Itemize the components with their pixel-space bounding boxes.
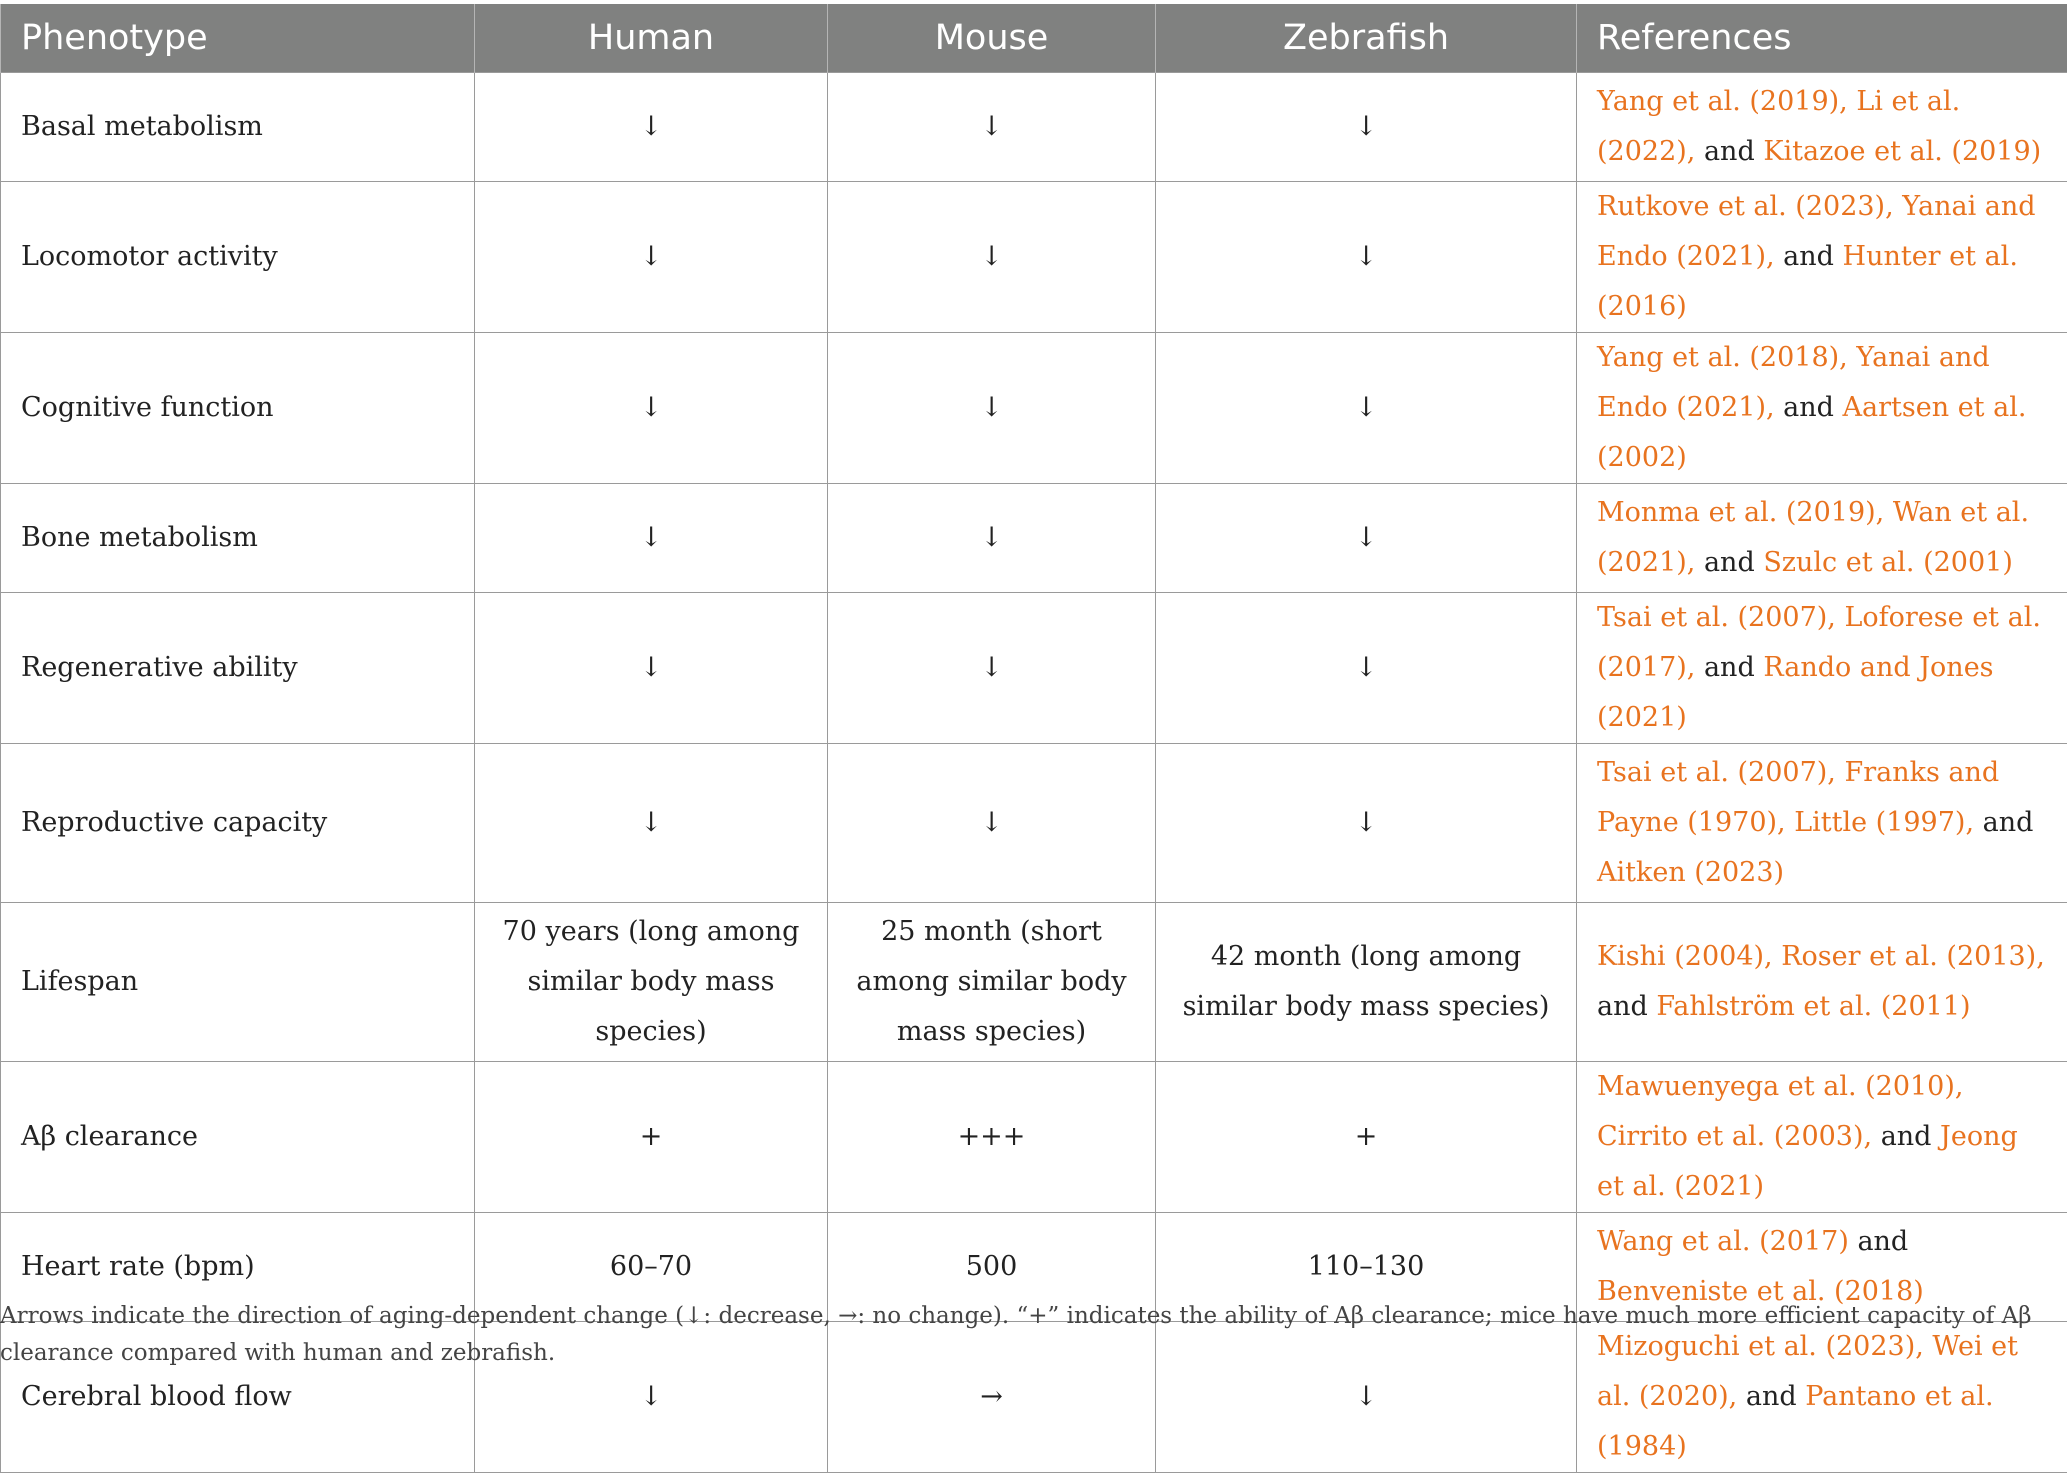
table-row — [1, 484, 2067, 593]
mouse-cell: 500 — [828, 1213, 1156, 1322]
header-row — [1, 4, 2067, 73]
reference-connector: and — [1597, 991, 1656, 1022]
human-cell: 70 years (long among similar body mass species) — [475, 903, 828, 1062]
reference-connector: and — [1974, 807, 2033, 838]
reference-link[interactable]: Aartsen et al. (2002) — [1597, 392, 2026, 473]
reference-connector: and — [1849, 1226, 1908, 1257]
zebrafish-cell: 110–130 — [1156, 1213, 1577, 1322]
zebrafish-cell: ↓ — [1156, 182, 1577, 333]
human-cell: ↓ — [475, 73, 828, 182]
zebrafish-cell: ↓ — [1156, 73, 1577, 182]
table-row — [1, 182, 2067, 333]
mouse-cell: → — [828, 1322, 1156, 1473]
reference-link[interactable]: Mizoguchi et al. (2023), Wei et al. (2020), — [1597, 1331, 2018, 1412]
phenotype-cell: Regenerative ability — [1, 593, 475, 744]
phenotype-cell: Bone metabolism — [1, 484, 475, 593]
reference-link[interactable]: Tsai et al. (2007), Loforese et al. (2017), — [1597, 602, 2041, 683]
header-zebrafish: Zebrafish — [1156, 4, 1577, 73]
reference-link[interactable]: Rutkove et al. (2023), Yanai and Endo (2021), — [1597, 191, 2036, 272]
zebrafish-cell: ↓ — [1156, 1322, 1577, 1473]
table-row — [1, 593, 2067, 744]
references-cell — [1577, 903, 2067, 1062]
references-cell — [1577, 484, 2067, 593]
phenotype-cell: Reproductive capacity — [1, 744, 475, 903]
header-mouse: Mouse — [828, 4, 1156, 73]
mouse-cell: ↓ — [828, 484, 1156, 593]
references-cell — [1577, 593, 2067, 744]
human-cell: ↓ — [475, 593, 828, 744]
reference-link[interactable]: Yang et al. (2018), Yanai and Endo (2021), — [1597, 342, 1990, 423]
reference-connector: and — [1695, 652, 1763, 683]
phenotype-cell: Locomotor activity — [1, 182, 475, 333]
human-cell: ↓ — [475, 744, 828, 903]
header-phenotype: Phenotype — [1, 4, 475, 73]
phenotype-table-container — [0, 4, 2067, 1473]
human-cell: ↓ — [475, 484, 828, 593]
phenotype-cell: Cerebral blood flow — [1, 1322, 475, 1473]
zebrafish-cell: ↓ — [1156, 744, 1577, 903]
reference-link[interactable]: Benveniste et al. (2018) — [1597, 1276, 1924, 1307]
reference-connector: and — [1695, 547, 1763, 578]
references-cell — [1577, 182, 2067, 333]
references-cell — [1577, 1062, 2067, 1213]
table-row — [1, 1062, 2067, 1213]
header-references: References — [1577, 4, 2067, 73]
reference-link[interactable]: Kitazoe et al. (2019) — [1763, 136, 2041, 167]
reference-link[interactable]: Tsai et al. (2007), Franks and Payne (1970), Little (1997), — [1597, 757, 1999, 838]
table-row — [1, 73, 2067, 182]
reference-link[interactable]: Jeong et al. (2021) — [1597, 1121, 2018, 1202]
reference-link[interactable]: Monma et al. (2019), Wan et al. (2021), — [1597, 497, 2029, 578]
reference-link[interactable]: Wang et al. (2017) — [1597, 1226, 1849, 1257]
phenotype-cell: Heart rate (bpm) — [1, 1213, 475, 1322]
reference-connector: and — [1737, 1381, 1805, 1412]
reference-link[interactable]: Pantano et al. (1984) — [1597, 1381, 1994, 1462]
table-row — [1, 903, 2067, 1062]
phenotype-table — [0, 4, 2067, 1473]
mouse-cell: +++ — [828, 1062, 1156, 1213]
reference-link[interactable]: Kishi (2004), Roser et al. (2013), — [1597, 941, 2045, 972]
reference-link[interactable]: Szulc et al. (2001) — [1763, 547, 2013, 578]
phenotype-cell: Basal metabolism — [1, 73, 475, 182]
mouse-cell: ↓ — [828, 182, 1156, 333]
reference-connector: and — [1695, 136, 1763, 167]
reference-link[interactable]: Yang et al. (2019), Li et al. (2022), — [1597, 86, 1960, 167]
reference-link[interactable]: Fahlström et al. (2011) — [1656, 991, 1970, 1022]
human-cell: ↓ — [475, 1322, 828, 1473]
zebrafish-cell: ↓ — [1156, 484, 1577, 593]
table-footnote: Arrows indicate the direction of aging-dependent change (↓: decrease, →: no change). “+” indicates the ability of Aβ clearance; mice have much more efficient capacity of Aβ clearance compared with human and zebrafish. — [0, 1298, 2040, 1372]
human-cell: 60–70 — [475, 1213, 828, 1322]
human-cell: ↓ — [475, 182, 828, 333]
zebrafish-cell: + — [1156, 1062, 1577, 1213]
reference-link[interactable]: Mawuenyega et al. (2010), Cirrito et al. (2003), — [1597, 1071, 1963, 1152]
zebrafish-cell: ↓ — [1156, 593, 1577, 744]
mouse-cell: ↓ — [828, 744, 1156, 903]
reference-connector: and — [1775, 241, 1843, 272]
references-cell — [1577, 333, 2067, 484]
references-cell — [1577, 744, 2067, 903]
zebrafish-cell: ↓ — [1156, 333, 1577, 484]
phenotype-cell: Aβ clearance — [1, 1062, 475, 1213]
phenotype-cell: Cognitive function — [1, 333, 475, 484]
human-cell: + — [475, 1062, 828, 1213]
phenotype-cell: Lifespan — [1, 903, 475, 1062]
reference-connector: and — [1872, 1121, 1940, 1152]
table-row — [1, 744, 2067, 903]
table-body — [1, 73, 2067, 1473]
reference-link[interactable]: Aitken (2023) — [1597, 857, 1784, 888]
reference-connector: and — [1775, 392, 1843, 423]
zebrafish-cell: 42 month (long among similar body mass species) — [1156, 903, 1577, 1062]
mouse-cell: ↓ — [828, 73, 1156, 182]
mouse-cell: ↓ — [828, 333, 1156, 484]
reference-link[interactable]: Rando and Jones (2021) — [1597, 652, 1994, 733]
human-cell: ↓ — [475, 333, 828, 484]
mouse-cell: 25 month (short among similar body mass species) — [828, 903, 1156, 1062]
reference-link[interactable]: Hunter et al. (2016) — [1597, 241, 2018, 322]
table-row — [1, 333, 2067, 484]
references-cell — [1577, 73, 2067, 182]
mouse-cell: ↓ — [828, 593, 1156, 744]
table-header — [1, 4, 2067, 73]
header-human: Human — [475, 4, 828, 73]
